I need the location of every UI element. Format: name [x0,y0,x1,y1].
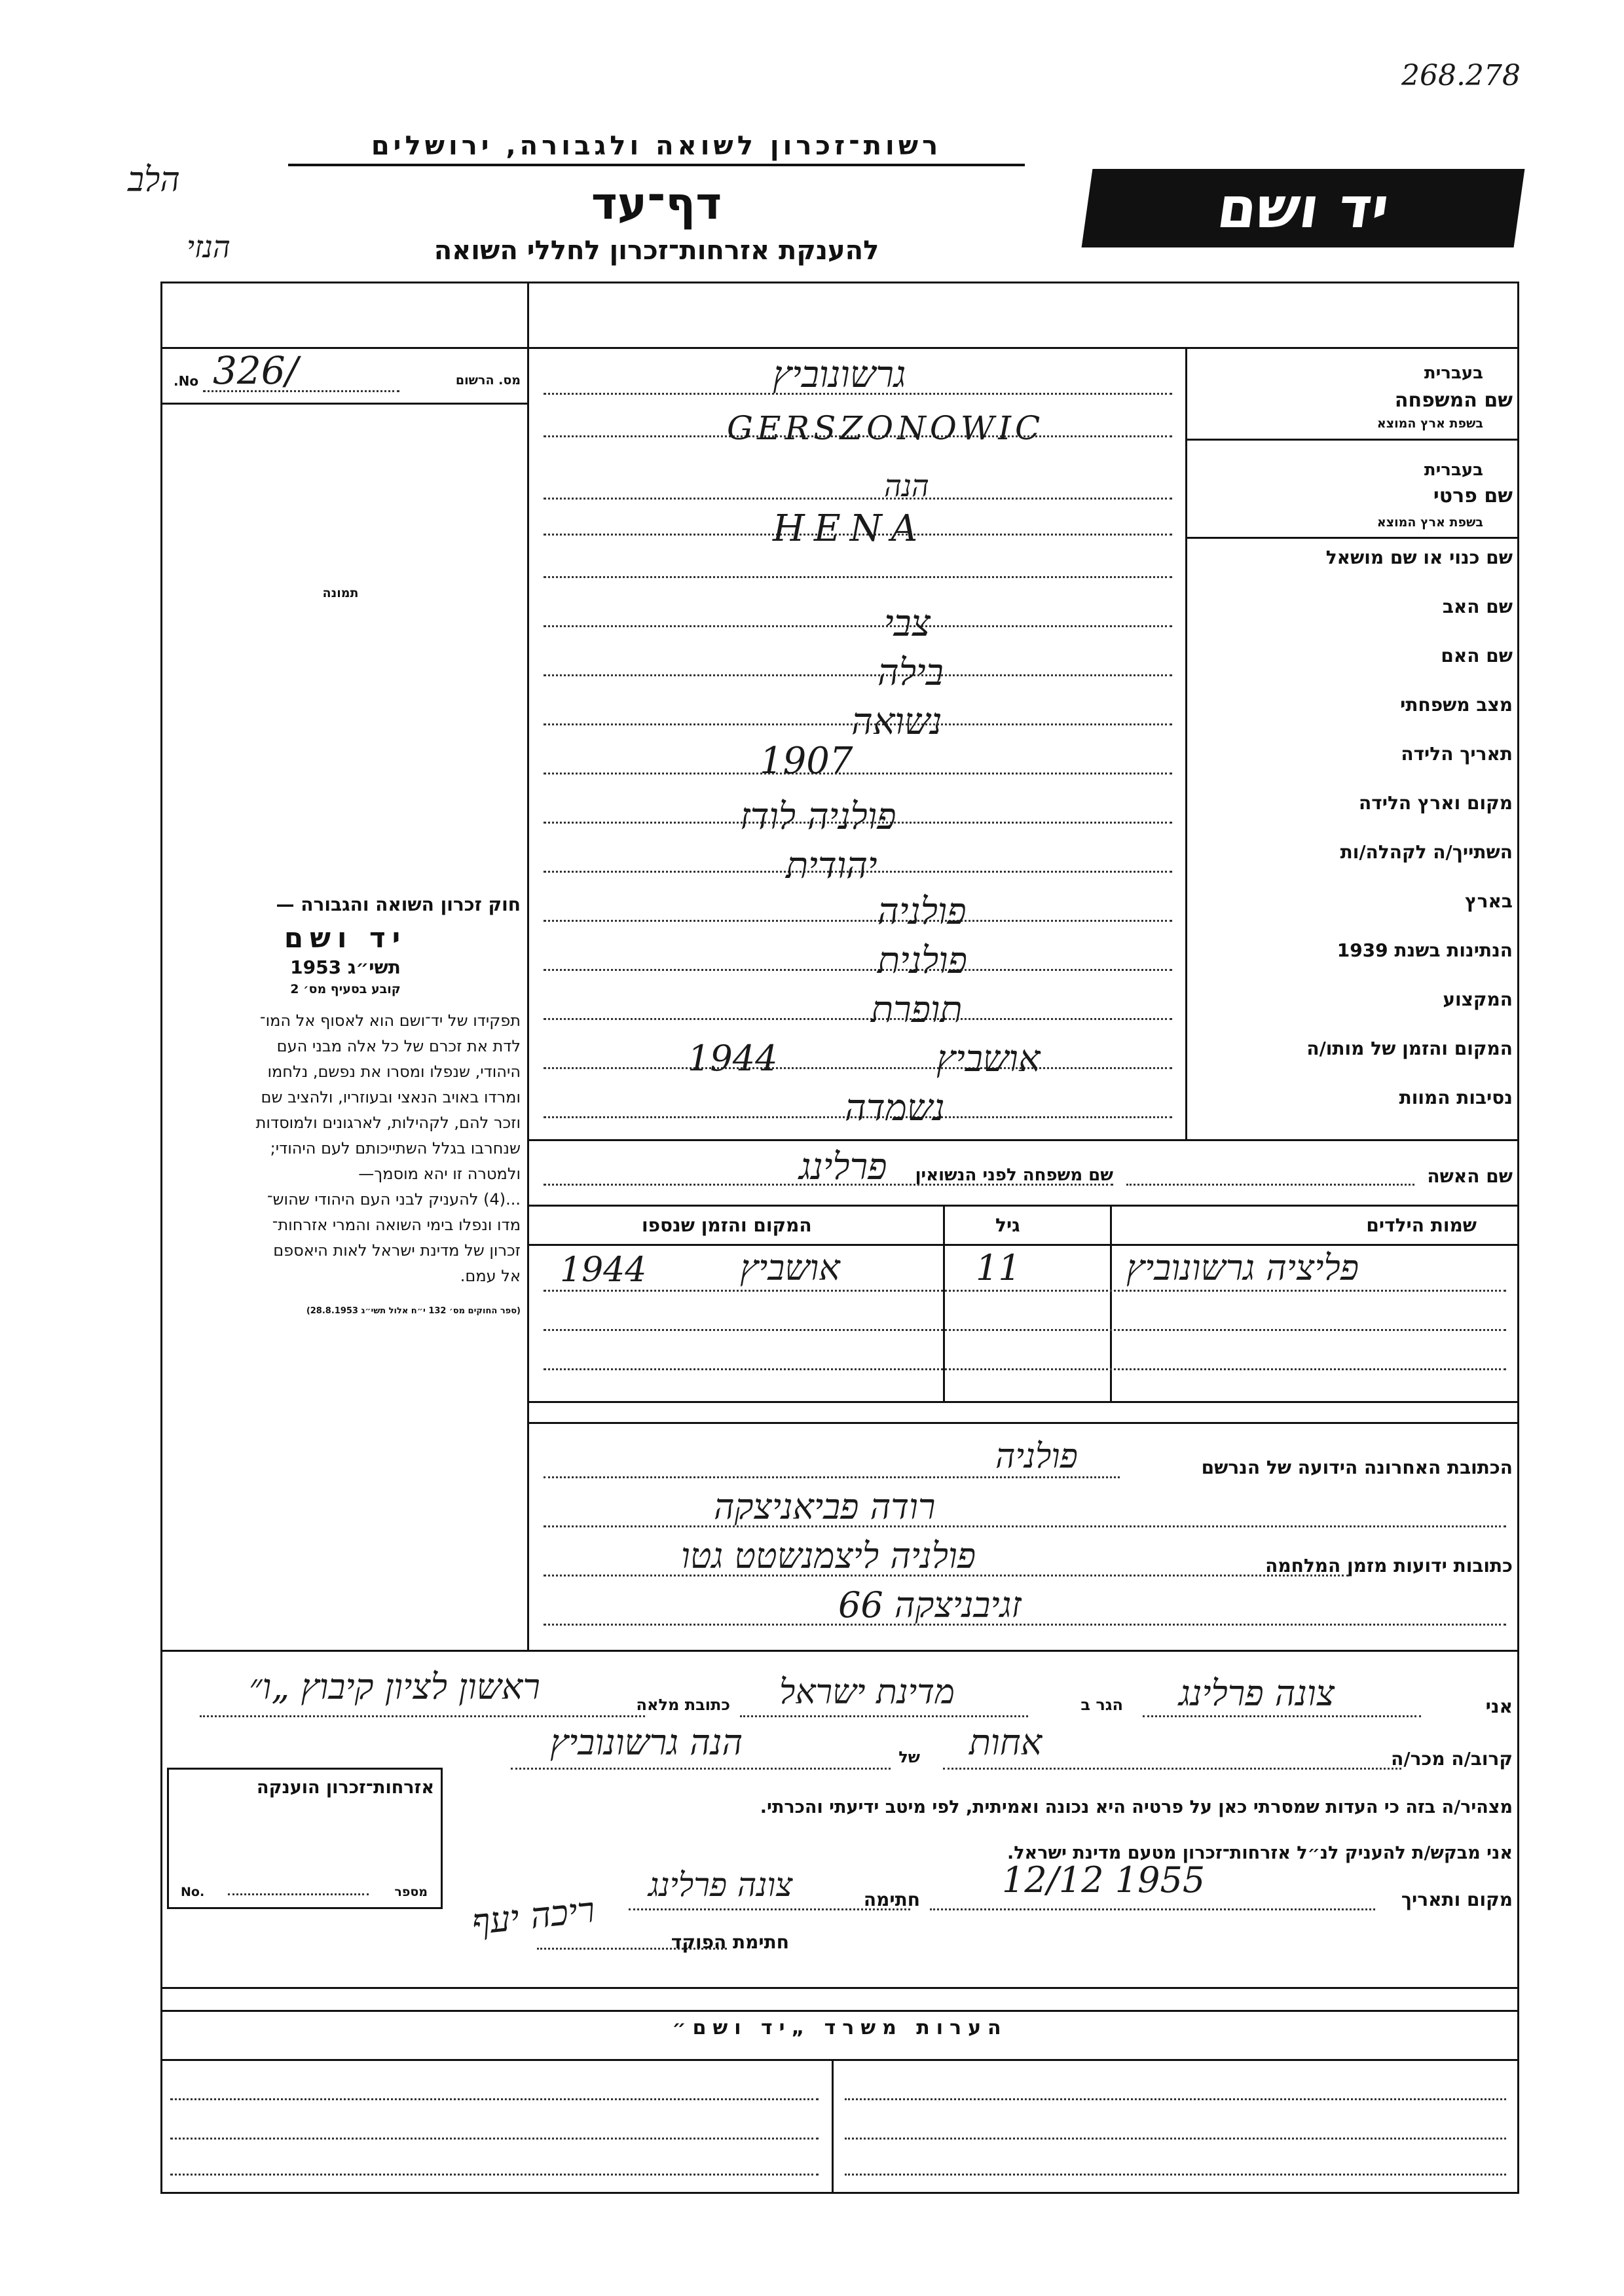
office-remarks-title: הערות משרד „יד ושם״ [672,2016,1008,2039]
value-first-origin: HENA [773,507,927,550]
label-country: בארץ [1465,890,1513,912]
value-of: הנה גרשונוביץ [550,1722,743,1763]
label-surname: שם המשפחה [1394,389,1513,412]
value-first-he: הנה [884,468,929,503]
declaration-text: מצהיר/ה בזה כי העדות שמסרתי כאן על פרטיה היא נכונה ואמיתית, לפי מיטב ידיעתי והכרתי. [760,1797,1513,1817]
law-line: אל עמם. [460,1267,521,1285]
value-maiden: פרלינג [799,1146,887,1188]
law-line: ...(4) להעניק לבני העם היהודי שהוש־ [267,1190,521,1209]
law-line: לדת את זכרם של כל אלה מבני העם [276,1037,521,1055]
label-birth-date: תאריך הלידה [1401,743,1513,765]
label-profession: המקצוע [1443,989,1513,1010]
label-maiden: שם משפחה לפני הנשואין [915,1165,1113,1185]
value-birth-place: פולניה לודז [740,795,896,838]
value-wartime-2: זגיבניצקה 66 [838,1584,1022,1626]
value-last-address-2: רודה פביאניצקה [714,1486,936,1527]
label-in-hebrew-2: בעברית [1424,460,1483,480]
label-birth-place: מקום וארץ הלידה [1359,792,1513,814]
label-death-circ: נסיבות המוות [1399,1087,1513,1108]
value-nationality: פולנית [877,939,967,982]
form-title: דף־עד [591,178,722,230]
label-first-name: שם פרטי [1433,484,1513,507]
citizenship-stamp-box [167,1768,443,1909]
label-resident: הגר ב [1080,1696,1123,1714]
label-origin-lang-2: בשפת ארץ המוצא [1376,515,1483,530]
label-last-address: הכתובת האחרונה הידועה של הנרשם [1201,1457,1513,1478]
label-community: השתייך/ה לקהלה/ות [1340,841,1513,863]
stamp-box-no: No. [181,1885,205,1899]
archive-number: 268.278 [1401,59,1521,92]
law-line: מדו ונפלו בימי השואה והמרי אזרחות־ [272,1216,521,1234]
law-line: ולמטרה זו יהא מוסמך— [358,1165,521,1183]
law-line: זכרון של מדינת ישראל לאות היאספם [273,1241,521,1260]
label-official-sig: חתימת הפוקד [671,1931,789,1953]
law-line: שנחרבו בגלל השתייכותם לעם היהודי; [270,1139,521,1157]
law-line: תפקידו של יד־ושם הוא לאסוף אל המו־ [259,1011,521,1030]
label-in-hebrew: בעברית [1424,363,1483,383]
label-marital: מצב משפחתי [1400,694,1513,716]
value-community: יהודית [786,845,877,887]
value-declarant-name: צונה פרלינג [1179,1673,1335,1714]
margin-note-2: הנזי [187,229,231,264]
law-line: היהודי, שנפלו ומסרו את נפשם, נלחמו [267,1063,521,1081]
law-line: ומרדו באויב הנאצי ובעוזריו, ולהציב שם [261,1088,521,1106]
org-line: רשות־זכרון לשואה ולגבורה, ירושלים [288,131,1025,166]
photo-placeholder: תמונה [322,586,359,600]
label-origin-lang: בשפת ארץ המוצא [1376,416,1483,431]
value-official-sig: ריכה יעף [470,1889,597,1943]
law-line: וזכר להם, לקהילות, לארגונים ולמוסדות [255,1114,521,1132]
law-text: חוק זכרון השואה והגבורה — יד ושם תשי״ג 1953 קובע בסעיף מס׳ 2 תפקידו של יד־ושם הוא לאסוף אל המו־ לדת את זכרם של כל אלה מבני העם היהודי, שנפלו ומסרו את נפשם, נלחמו ומרדו באויב הנאצי ובעוזריו, ולהציב שם וזכר להם, לקהילות, לארגונים ולמוסדות שנחרבו בגלל השתייכותם לעם היהודי; ולמטרה זו יהא מוסמך— ...(4) להעניק לבני העם היהודי שהוש־ מדו ונפלו בימי השואה והמרי אזרחות־ זכרון של מדינת ישראל לאות היאספם אל עמם. (ספר החוקים מס׳ 132 י״ח אלול תשי״ג 28.8.1953) [170,894,521,1316]
label-wartime-address: כתובות ידועות מזמן המלחמה [1265,1555,1513,1576]
label-nickname: שם כנוי או שם מושאל [1325,547,1513,568]
value-declarant-city: מדינת ישראל [779,1673,955,1712]
label-death-place: המקום והזמן של מותו/ה [1306,1038,1513,1059]
label-full-address: כתובת מלאה [636,1696,730,1714]
label-of: של [898,1748,920,1766]
value-child-year: 1944 [560,1250,647,1290]
value-death-year: 1944 [688,1038,778,1079]
value-child-name: פליציה גרשונוביץ [1126,1247,1359,1288]
value-death-circ: נשמדה [845,1087,945,1129]
value-surname-origin: GERSZONOWIC [727,409,1044,447]
value-death-place: אושביץ [936,1038,1041,1080]
value-wartime-1: פולניה ליצמנשטט גטו [681,1535,976,1576]
label-father: שם האב [1442,596,1513,617]
margin-note-1: הלב [128,160,180,200]
value-marital: נשואה [851,701,942,743]
label-i: אני [1485,1696,1513,1717]
label-children: שמות הילדים [1366,1214,1477,1236]
value-child-place: אושביץ [740,1247,840,1288]
value-last-address-1: פולניה [995,1437,1078,1476]
label-wife: שם האשה [1427,1165,1513,1187]
value-child-age: 11 [976,1247,1021,1288]
label-mother: שם האם [1441,645,1513,666]
value-birth-date: 1907 [760,740,853,782]
form-subtitle: להענקת אזרחות־זכרון לחללי השואה [434,236,879,266]
value-declarant-address: ראשון לציון קיבוץ „ו״ [249,1666,540,1707]
yad-vashem-logo: יד ושם [1082,169,1525,247]
value-signature: צונה פרלינג [648,1866,793,1904]
value-profession: תופרת [871,989,963,1031]
stamp-box-number-label: מספר [394,1885,428,1899]
stamp-box-title: אזרחות־זכרון הוענקה [257,1777,434,1798]
value-mother: בילה [877,651,944,694]
value-father: צבי [884,602,931,645]
label-age: גיל [995,1214,1020,1236]
registry-value: 326/ [213,348,299,393]
value-surname-he: גרשונוביץ [773,354,906,396]
label-nationality: הנתינות בשנת 1939 [1337,939,1513,961]
registry-number: No. 326/ מס. הרשום [174,348,521,393]
label-relative: קרוב/ה מכר/ה [1391,1748,1513,1770]
value-relation: אחות [969,1722,1043,1763]
value-country: פולניה [877,890,967,933]
label-place-date: מקום ותאריך [1401,1889,1513,1910]
label-place-time: המקום והזמן שנספו [642,1214,812,1236]
value-date: 12/12 1955 [1002,1859,1206,1901]
label-signature: חתימה [863,1889,920,1910]
request-text: אני מבקש/ת להעניק לנ״ל אזרחות־זכרון מטעם מדינת ישראל. [1006,1843,1513,1863]
